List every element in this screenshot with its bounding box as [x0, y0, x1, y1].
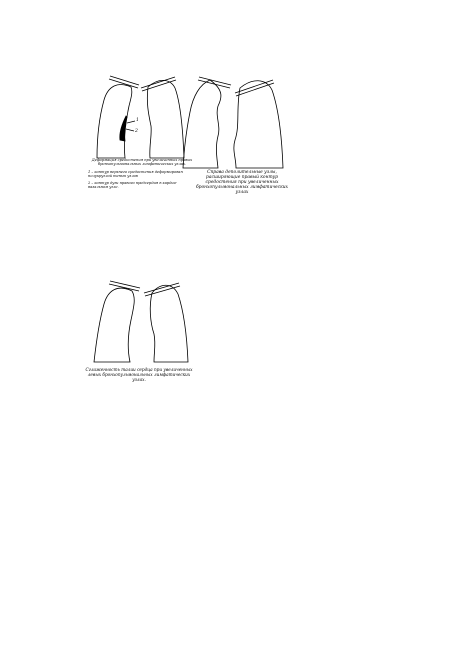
figure1-marker-line-2	[126, 129, 134, 131]
figure1-right-lung	[97, 76, 139, 158]
figure1-marker-line-1	[127, 121, 135, 123]
figure1-marker-2: 2	[135, 129, 138, 134]
figure3-caption: Сглаженность талии сердца при увеличенных левых бронхопульмональных лимфатических узлах.	[85, 367, 193, 382]
figure1-marker-1: 1	[136, 118, 139, 123]
figure1-note-2: 2 – контур дуги правого предсердия в кардио-вазальном угле.	[88, 180, 178, 189]
figure1-left-lung	[141, 77, 184, 158]
figure2-caption: Справа деполительные узлы, расширяющие правый контур средостения при увеличенных бронхопульмональных лимфатических узлах	[195, 170, 289, 196]
figure3-left-lung	[144, 283, 188, 362]
figure1-notes	[88, 170, 196, 189]
figure1-note-1: 1 – контур верхнего средостения деформирован полукруглой тенью узлов	[88, 170, 183, 179]
figure2-left-lung	[234, 80, 283, 168]
figure1-caption: Деформация средостения при увеличенных правых бронхопульмональных лимфатических узлах.	[91, 158, 193, 167]
figure1-node-shadow	[120, 116, 127, 141]
figure2-right-lung	[183, 77, 231, 168]
figure1-caption-block	[88, 158, 196, 191]
figure3-right-lung	[94, 281, 140, 362]
